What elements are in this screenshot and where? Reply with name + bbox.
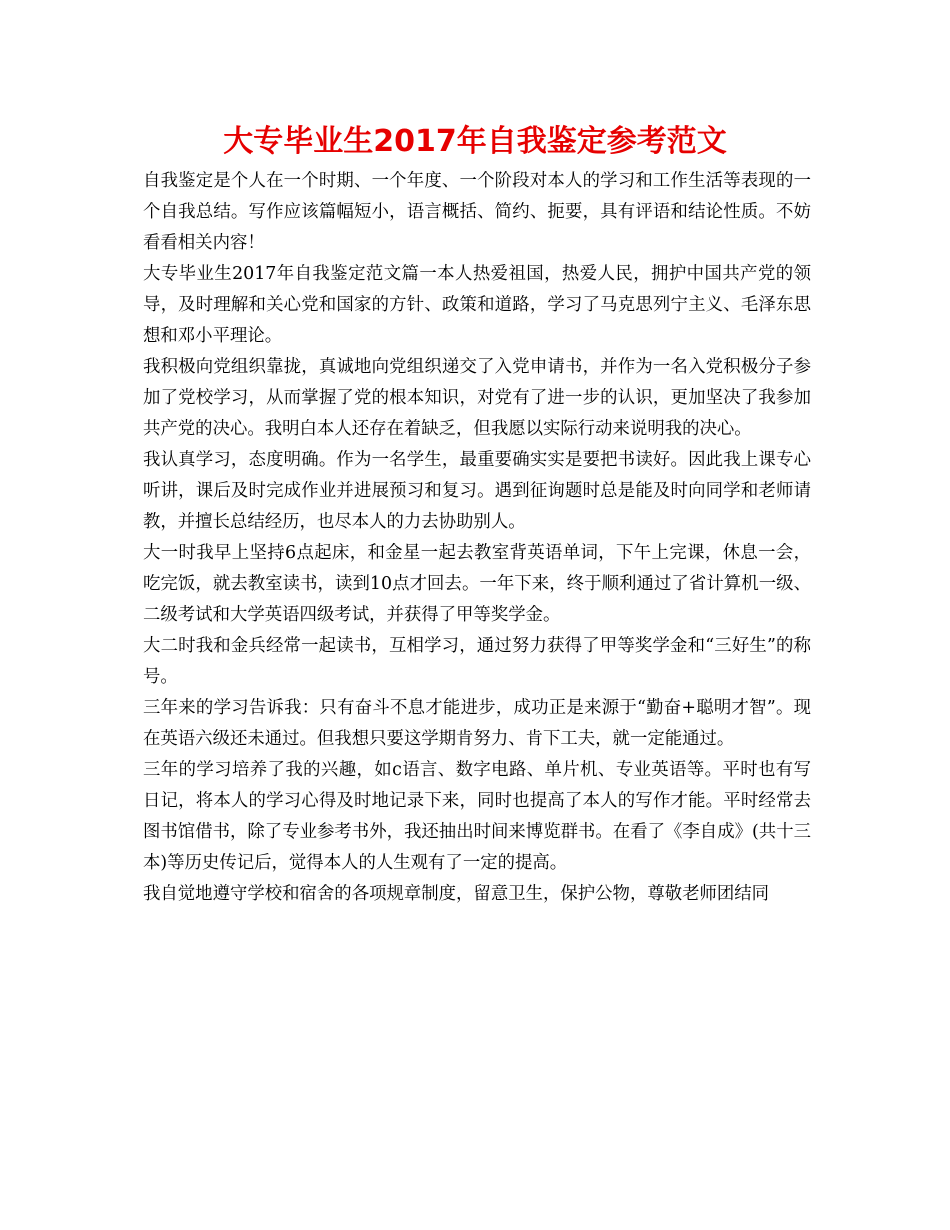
paragraph-1: 自我鉴定是个人在一个时期、一个年度、一个阶段对本人的学习和工作生活等表现的一个自我总结。写作应该篇幅短小，语言概括、简约、扼要，具有评语和结论性质。不妨看看相关内容！ (143, 171, 811, 253)
document-body (143, 166, 811, 910)
paragraph-5: 大一时我早上坚持6点起床，和金星一起去教室背英语单词，下午上完课，休息一会，吃完饭，就去教室读书，读到10点才回去。一年下来，终于顺利通过了省计算机一级、二级考试和大学英语四级考试，并获得了甲等奖学金。 (143, 543, 811, 625)
paragraph-9: 我自觉地遵守学校和宿舍的各项规章制度，留意卫生，保护公物，尊敬老师团结同 (143, 884, 770, 904)
paragraph-7: 三年来的学习告诉我：只有奋斗不息才能进步，成功正是来源于“勤奋+聪明才智”。现在英语六级还未通过。但我想只要这学期肯努力、肯下工夫，就一定能通过。 (143, 698, 811, 749)
paragraph-2: 大专毕业生2017年自我鉴定范文篇一本人热爱祖国，热爱人民，拥护中国共产党的领导，及时理解和关心党和国家的方针、政策和道路，学习了马克思列宁主义、毛泽东思想和邓小平理论。 (143, 264, 811, 346)
paragraph-4: 我认真学习，态度明确。作为一名学生，最重要确实实是要把书读好。因此我上课专心听讲，课后及时完成作业并进展预习和复习。遇到征询题时总是能及时向同学和老师请教，并擅长总结经历，也尽本人的力去协助别人。 (143, 450, 811, 532)
paragraph-6: 大二时我和金兵经常一起读书，互相学习，通过努力获得了甲等奖学金和“三好生”的称号。 (143, 636, 811, 687)
paragraph-8: 三年的学习培养了我的兴趣，如c语言、数字电路、单片机、专业英语等。平时也有写日记，将本人的学习心得及时地记录下来，同时也提高了本人的写作才能。平时经常去图书馆借书，除了专业参考书外，我还抽出时间来博览群书。在看了《李自成》(共十三本)等历史传记后，觉得本人的人生观有了一定的提高。 (143, 760, 811, 873)
paragraph-3: 我积极向党组织靠拢，真诚地向党组织递交了入党申请书，并作为一名入党积极分子参加了党校学习，从而掌握了党的根本知识，对党有了进一步的认识，更加坚决了我参加共产党的决心。我明白本人还存在着缺乏，但我愿以实际行动来说明我的决心。 (143, 357, 811, 439)
document-title: 大专毕业生2017年自我鉴定参考范文 (223, 124, 727, 159)
